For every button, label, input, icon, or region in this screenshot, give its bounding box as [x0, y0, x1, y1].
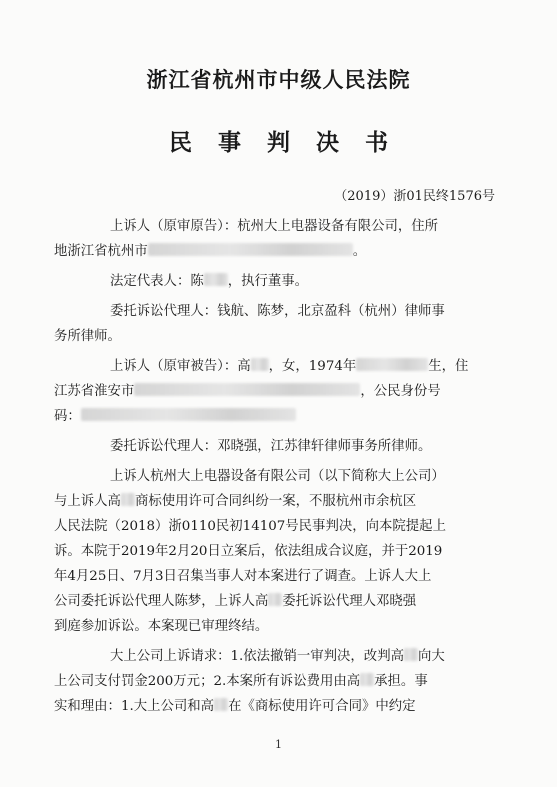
agent1-line1: 委托诉讼代理人：钱航、陈梦，北京盈科（杭州）律师事	[110, 304, 445, 319]
appellant2-line2	[54, 379, 494, 404]
case-number: （2019）浙01民终1576号	[334, 189, 495, 204]
redacted-name	[268, 593, 282, 606]
narrative-paragraph-2	[54, 644, 494, 719]
redacted-birthdate	[356, 358, 428, 371]
narrative-line	[54, 489, 494, 514]
narrative-line: 上诉人杭州大上电器设备有限公司（以下简称大上公司）	[110, 469, 445, 484]
narrative-line	[54, 669, 494, 694]
narrative-fragment: 商标使用许可合同纠纷一案，不服杭州市余杭区	[134, 494, 417, 509]
agent1-line2: 务所律师。	[54, 329, 121, 344]
agent1-paragraph	[54, 299, 494, 349]
narrative-fragment: 与上诉人高	[54, 494, 121, 509]
document-type-heading: 民事判决书	[169, 129, 414, 156]
appellant2-id-prefix: 码：	[54, 409, 81, 424]
narrative-fragment: 委托诉讼代理人邓晓强	[282, 594, 417, 609]
redacted-name	[360, 673, 374, 686]
redacted-address	[134, 383, 360, 396]
redacted-name	[121, 493, 135, 506]
page-number: 1	[275, 738, 282, 751]
appellant1-address-end: 。	[352, 244, 367, 259]
narrative-fragment: 向大	[417, 649, 445, 664]
narrative-fragment: 在《商标使用许可合同》中约定	[228, 699, 416, 714]
redacted-name	[214, 698, 228, 711]
narrative-fragment: 大上公司上诉请求：1.依法撤销一审判决，改判高	[110, 649, 404, 664]
narrative-fragment: 公司委托诉讼代理人陈梦，上诉人高	[54, 594, 269, 609]
appellant1-line1: 上诉人（原审原告）：杭州大上电器设备有限公司，住所	[110, 219, 439, 234]
narrative-paragraph-1	[54, 464, 494, 639]
legal-rep-prefix: 法定代表人：陈	[110, 274, 204, 289]
appellant2-id-label: ，公民身份号	[360, 384, 441, 399]
redacted-address	[148, 243, 353, 256]
judgment-body	[54, 214, 494, 724]
appellant2-line3	[54, 404, 494, 429]
narrative-line: 年4月25日、7月3日召集当事人对本案进行了调查。上诉人大上	[54, 569, 432, 584]
redacted-name	[404, 648, 418, 661]
agent2-line1: 委托诉讼代理人：邓晓强，江苏律轩律师事务所律师。	[110, 439, 432, 454]
narrative-fragment: 上公司支付罚金200万元；2.本案所有诉讼费用由高	[54, 674, 361, 689]
appellant2-paragraph	[54, 354, 494, 429]
narrative-fragment: 实和理由：1.大上公司和高	[54, 699, 215, 714]
narrative-fragment: 承担。事	[374, 674, 428, 689]
narrative-line	[82, 644, 494, 669]
redacted-id-number	[81, 408, 296, 421]
appellant2-line1	[82, 354, 494, 379]
narrative-line: 到庭参加诉讼。本案现已审理终结。	[54, 619, 269, 634]
legal-rep-paragraph	[82, 269, 494, 294]
narrative-line: 诉。本院于2019年2月20日立案后，依法组成合议庭，并于2019	[54, 544, 443, 559]
appellant1-address-prefix: 地浙江省杭州市	[54, 244, 148, 259]
redacted-name	[204, 273, 228, 286]
appellant2-prefix: 上诉人（原审被告）：高	[110, 359, 251, 374]
redacted-name	[251, 358, 269, 371]
legal-rep-suffix: ，执行董事。	[227, 274, 309, 289]
narrative-line	[54, 694, 494, 719]
appellant1-paragraph	[54, 214, 494, 264]
appellant2-birth-end: 生，住	[428, 359, 469, 374]
narrative-line	[54, 589, 494, 614]
appellant2-address-prefix: 江苏省淮安市	[54, 384, 135, 399]
appellant2-birth: ，女，1974年	[268, 359, 357, 374]
agent2-paragraph	[82, 434, 494, 459]
court-name-heading: 浙江省杭州市中级人民法院	[146, 67, 411, 92]
narrative-line: 人民法院（2018）浙0110民初14107号民事判决，向本院提起上	[54, 519, 446, 534]
appellant1-line2	[54, 239, 494, 264]
